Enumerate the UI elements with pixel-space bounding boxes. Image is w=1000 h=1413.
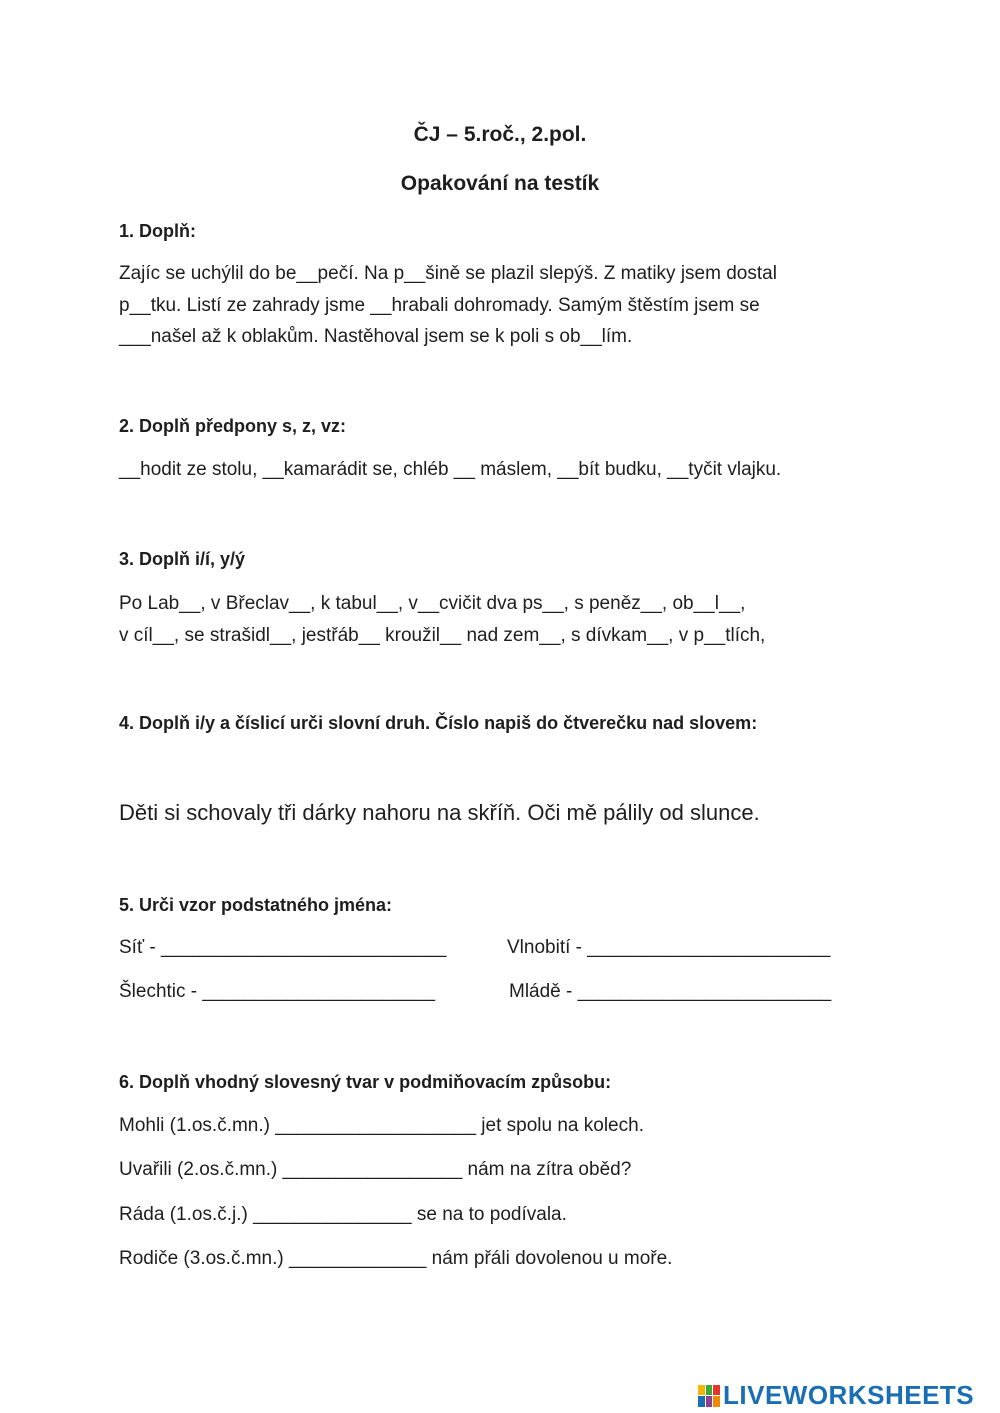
conditional-line: Ráda (1.os.č.j.) _______________ se na to podívala. — [119, 1204, 567, 1225]
section-2-heading: 2. Doplň předpony s, z, vz: — [119, 416, 347, 436]
page-title: ČJ – 5.roč., 2.pol. — [413, 123, 587, 146]
noun-pattern-item: Vlnobití - _______________________ — [507, 937, 831, 958]
section-2-text: __hodit ze stolu, __kamarádit se, chléb __ máslem, __bít budku, __tyčit vlajku. — [119, 459, 782, 480]
section-3-text — [119, 588, 765, 651]
page-subtitle: Opakování na testík — [400, 172, 600, 195]
section-3-line: Po Lab__, v Břeclav__, k tabul__, v__cvičit dva ps__, s peněz__, ob__l__, — [119, 593, 746, 614]
conditional-line: Rodiče (3.os.č.mn.) _____________ nám přáli dovolenou u moře. — [119, 1248, 673, 1269]
section-6-heading: 6. Doplň vhodný slovesný tvar v podmiňovacím způsobu: — [119, 1072, 612, 1092]
section-1-line: Zajíc se uchýlil do be__pečí. Na p__šině se plazil slepýš. Z matiky jsem dostal — [119, 263, 777, 284]
conditional-line: Mohli (1.os.č.mn.) ___________________ jet spolu na kolech. — [119, 1115, 644, 1136]
liveworksheets-logo-text: LIVEWORKSHEETS — [723, 1380, 975, 1410]
section-1-text — [119, 258, 777, 353]
noun-pattern-item: Síť - ___________________________ — [119, 937, 447, 958]
section-1-line: ___našel až k oblakům. Nastěhoval jsem se k poli s ob__lím. — [119, 326, 633, 347]
section-3-line: v cíl__, se strašidl__, jestřáb__ kroužil__ nad zem__, s dívkam__, v p__tlích, — [119, 624, 766, 646]
section-4-sentence: Děti si schovaly tři dárky nahoru na skříň. Oči mě pálily od slunce. — [119, 800, 760, 825]
section-1-line: p__tku. Listí ze zahrady jsme __hrabali dohromady. Samým štěstím jsem se — [119, 294, 760, 316]
noun-pattern-item: Mládě - ________________________ — [509, 981, 832, 1002]
liveworksheets-logo[interactable] — [698, 1380, 974, 1411]
section-4-heading: 4. Doplň i/y a číslicí urči slovní druh. Číslo napiš do čtverečku nad slovem: — [119, 713, 758, 733]
noun-pattern-item: Šlechtic - ______________________ — [119, 981, 435, 1002]
section-5-heading: 5. Urči vzor podstatného jména: — [119, 895, 393, 915]
conditional-line: Uvařili (2.os.č.mn.) _________________ nám na zítra oběd? — [119, 1159, 632, 1180]
section-1-heading: 1. Doplň: — [119, 221, 196, 241]
section-3-heading: 3. Doplň i/í, y/ý — [119, 549, 246, 569]
liveworksheets-logo-icon — [698, 1385, 720, 1407]
